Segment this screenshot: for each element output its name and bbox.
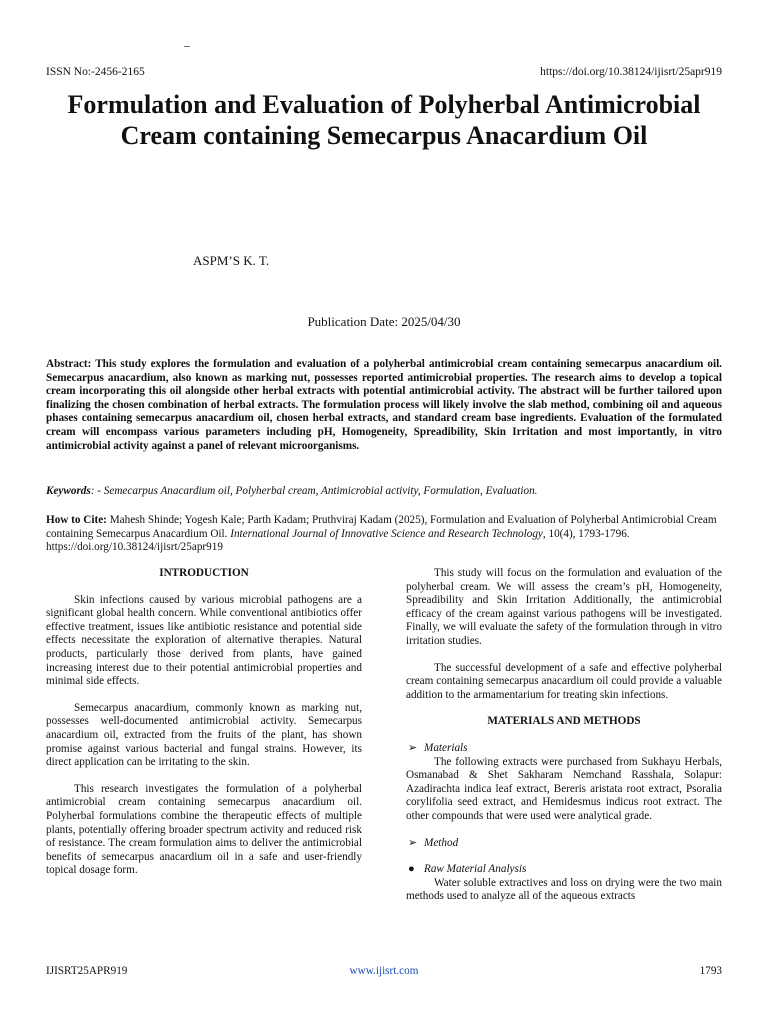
header-mark: – [184, 38, 190, 52]
footer-page-number: 1793 [699, 965, 722, 977]
raw-material-paragraph: Water soluble extractives and loss on drying were the two main methods used to analyze all of the aqueous extracts [406, 876, 722, 903]
abstract-text: This study explores the formulation and evaluation of a polyherbal antimicrobial cream containing semecarpus anacardium oil. Semecarpus anacardium, also known as marking nut, possesses reported antimicrobial properties. The research aims to develop a topical cream incorporating this oil alongside other herbal extracts with potential antimicrobial activity. The abstract will be further tailored upon finalizing the chosen combination of herbal extracts. The formulation process will likely involve the slab method, combining oil and aqueous phases containing semecarpus anacardium oil, chosen herbal extracts, and standard cream base ingredients. Evaluation of the formulated cream will encompass various parameters including pH, Homogeneity, Spreadibility, Skin Irritation and most importantly, in vitro antimicrobial activity against a panel of relevant microorganisms. [46, 358, 722, 452]
paper-title: Formulation and Evaluation of Polyherbal Antimicrobial Cream containing Semecarpus Anacardium Oil [67, 90, 701, 150]
right-column [406, 567, 722, 904]
left-column [46, 567, 362, 878]
right-paragraph-2: The successful development of a safe and effective polyherbal cream containing semecarpus anacardium oil could provide a valuable addition to the armamentarium for treating skin infections. [406, 661, 722, 701]
citation-text: Mahesh Shinde; Yogesh Kale; Parth Kadam; Pruthviraj Kadam (2025), Formulation and Evaluation of Polyherbal Antimicrobial Cream containing Semecarpus Anacardium Oil. [46, 514, 717, 540]
keywords [46, 485, 722, 499]
footer-paper-id: IJISRT25APR919 [46, 965, 128, 977]
abstract [46, 358, 722, 453]
materials-methods-heading: MATERIALS AND METHODS [487, 715, 641, 728]
keywords-text: : - Semecarpus Anacardium oil, Polyherbal cream, Antimicrobial activity, Formulation, Evaluation. [90, 485, 538, 497]
materials-bullet-label: Materials [424, 741, 468, 754]
abstract-label: Abstract: [46, 358, 92, 370]
citation-journal: International Journal of Innovative Science and Research Technology [230, 527, 543, 540]
method-bullet [408, 837, 722, 851]
issn-number: ISSN No:-2456-2165 [46, 66, 145, 78]
right-paragraph-1: This study will focus on the formulation and evaluation of the polyherbal cream. We will assess the cream’s pH, Homogeneity, Spreadibility and Skin Irritation Additionally, the antimicrobial efficacy of the cream against various pathogens will be investigated. Finally, we will evaluate the safety of the formulation through in vitro irritation studies. [406, 567, 722, 647]
intro-paragraph-2: Semecarpus anacardium, commonly known as marking nut, possesses well-documented antimicrobial activity. Semecarpus anacardium oil, extracted from the fruits of the plant, has shown promise against various bacterial and fungal strains. However, its direct application can be irritating to the skin. [46, 701, 362, 769]
publication-date: Publication Date: 2025/04/30 [307, 314, 461, 329]
footer-website-link[interactable]: www.ijisrt.com [349, 965, 419, 977]
how-to-cite [46, 514, 722, 555]
materials-bullet [408, 742, 722, 756]
dot-bullet-icon: ● [408, 863, 415, 876]
raw-material-bullet-label: Raw Material Analysis [424, 863, 527, 876]
introduction-heading: INTRODUCTION [159, 567, 249, 579]
doi-link[interactable]: https://doi.org/10.38124/ijisrt/25apr919 [540, 66, 722, 78]
how-to-cite-label: How to Cite: [46, 514, 107, 526]
citation-tail: , 10(4), 1793-1796. https://doi.org/10.38124/ijisrt/25apr919 [46, 527, 630, 554]
arrow-bullet-icon: ➢ [408, 836, 418, 849]
keywords-label: Keywords [46, 485, 91, 497]
method-bullet-label: Method [424, 836, 459, 849]
arrow-bullet-icon: ➢ [408, 741, 418, 754]
intro-paragraph-3: This research investigates the formulation of a polyherbal antimicrobial cream containing semecarpus anacardium oil. Polyherbal formulations combine the therapeutic effects of multiple plants, potentially offering broader spectrum activity and reduced risk of resistance. The cream formulation aims to deliver the antimicrobial benefits of semecarpus anacardium oil in a safe and user-friendly topical dosage form. [46, 782, 362, 877]
author-affiliation: ASPM’S K. T. [193, 253, 270, 268]
intro-paragraph-1: Skin infections caused by various microbial pathogens are a significant global health concern. While conventional antibiotics offer effective treatment, issues like antibiotic resistance and potential side effects necessitate the exploration of alternative therapies. Natural products, particularly those derived from plants, have gained increasing interest due to their potential antimicrobial properties and minimal side effects. [46, 593, 362, 688]
raw-material-bullet [408, 863, 722, 877]
materials-paragraph: The following extracts were purchased from Sukhayu Herbals, Osmanabad & Shet Sakharam Nemchand Rasshala, Solapur: Azadirachta indica leaf extract, Bereris aristata root extract, Psoralia corylifolia seed extract, and Hemidesmus indicus root extract. The other compounds that were used were analytical grade. [406, 755, 722, 822]
